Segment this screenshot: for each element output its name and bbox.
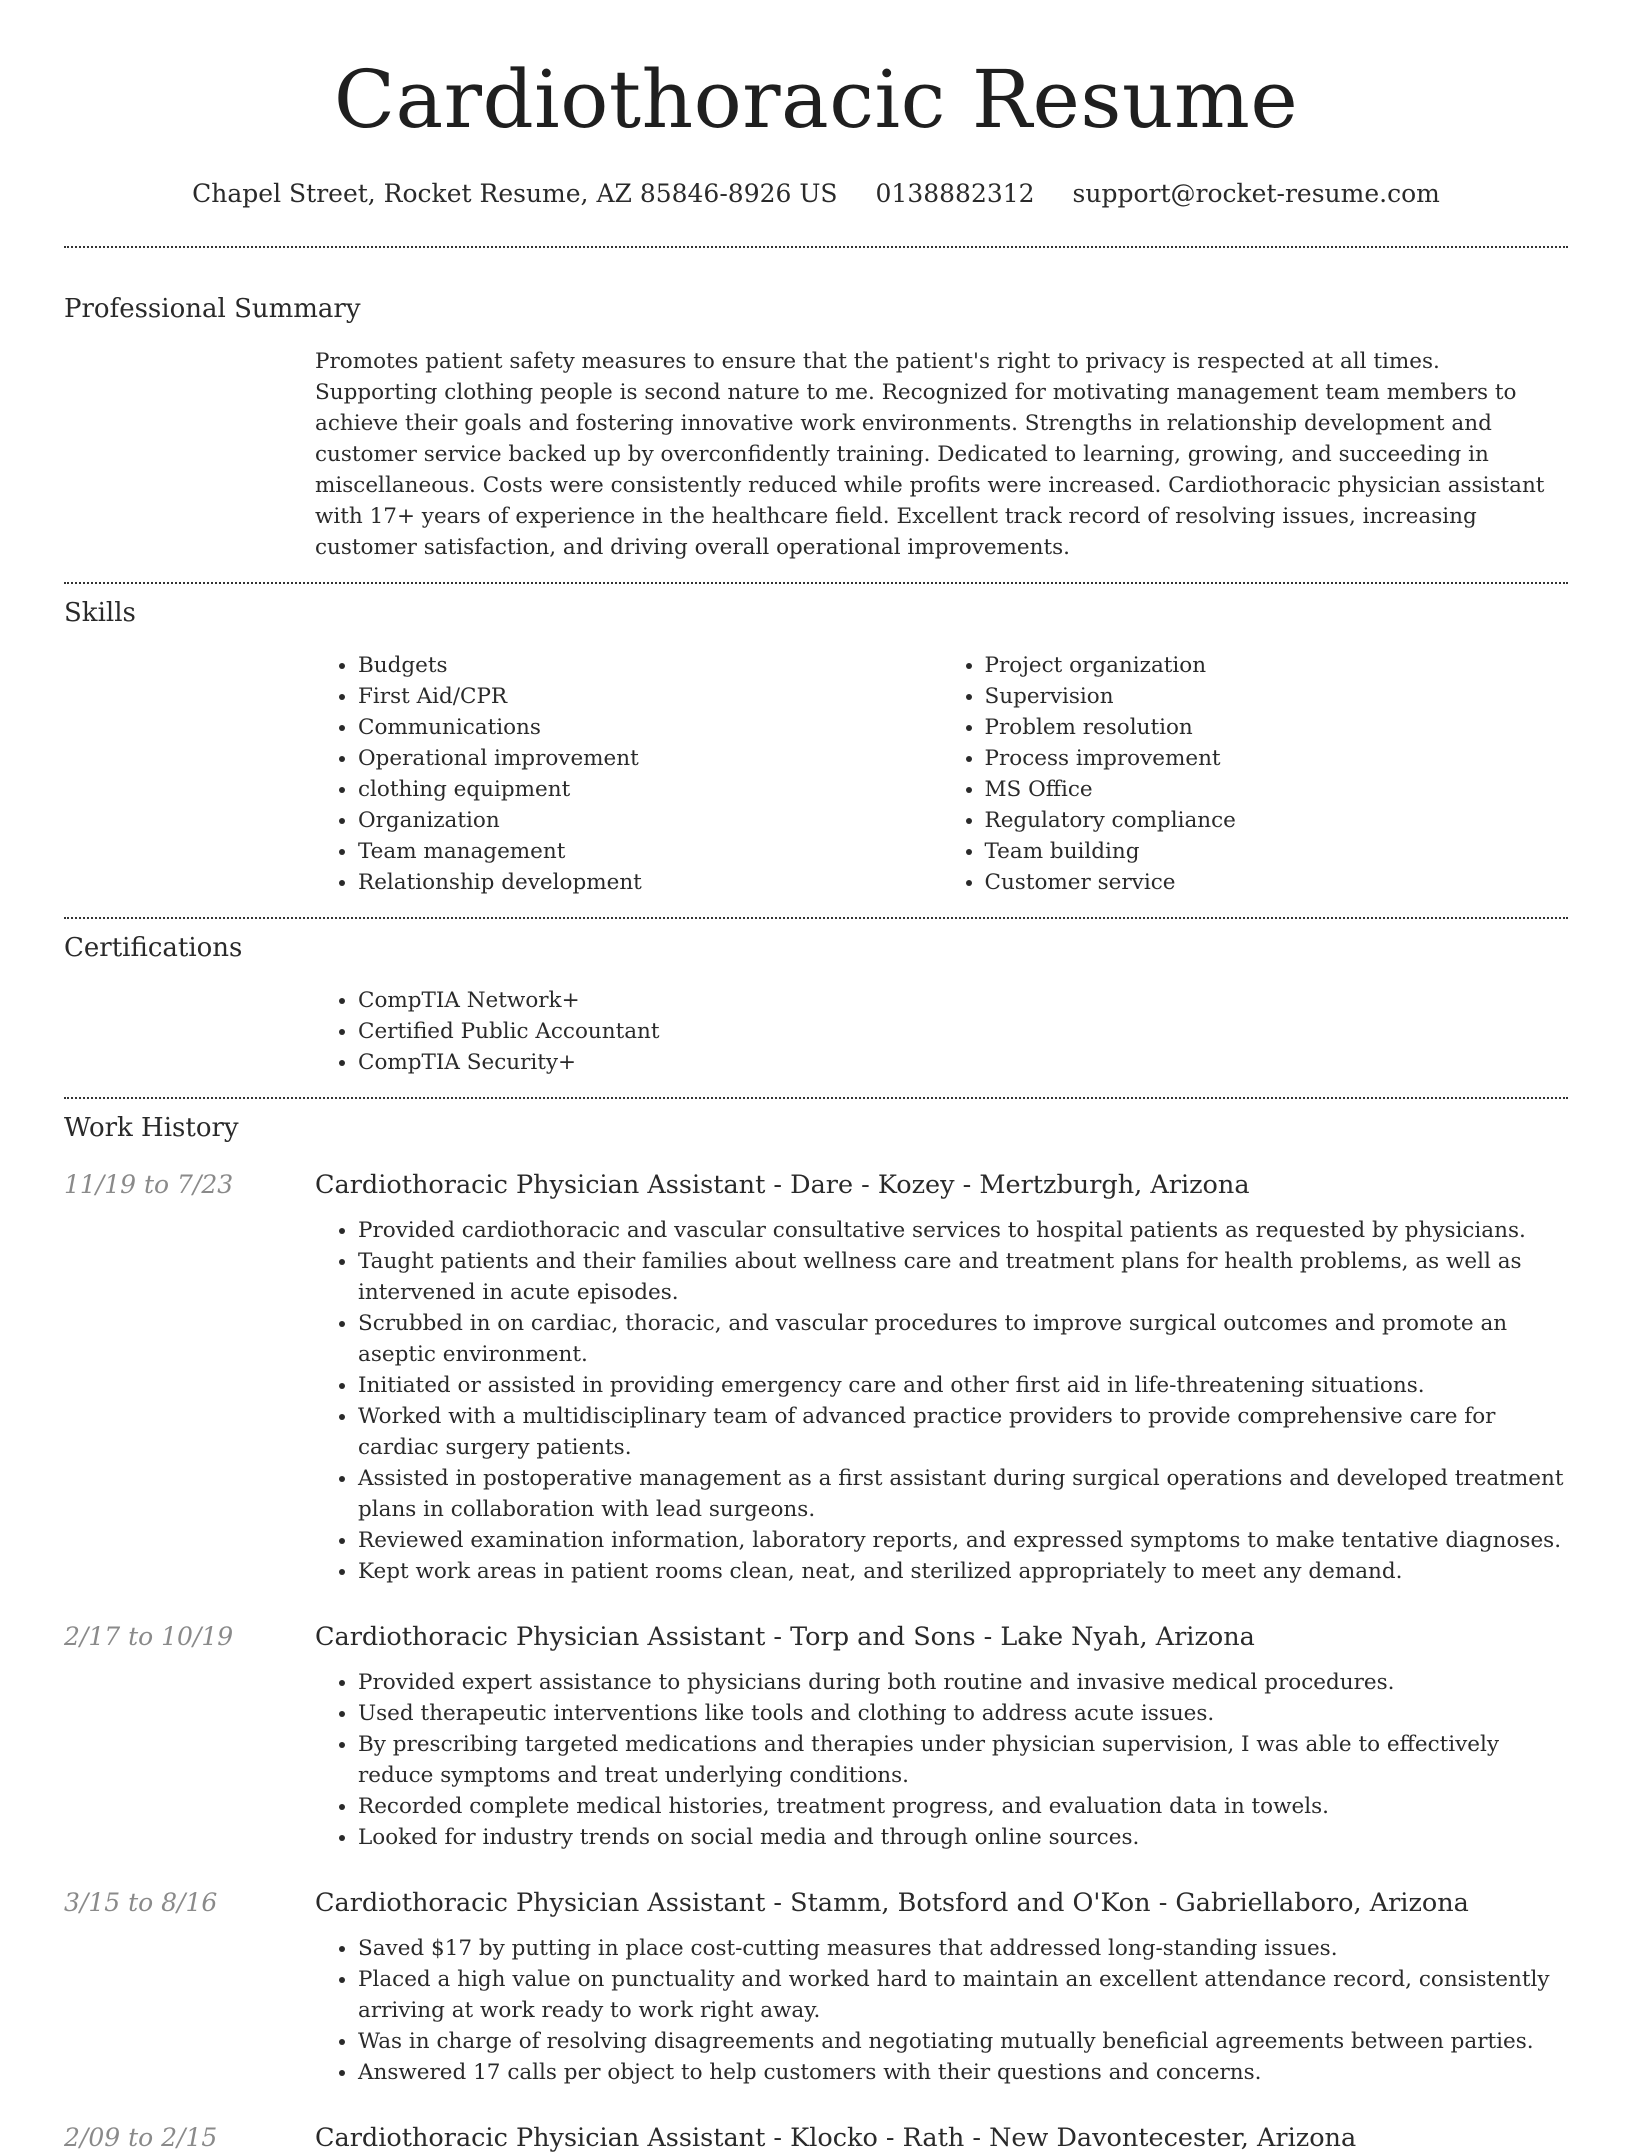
job-title: Cardiothoracic Physician Assistant - Dare - Kozey - Mertzburgh, Arizona <box>315 1170 1250 1200</box>
resume-title: Cardiothoracic Resume <box>333 53 1299 146</box>
list-item: • Reviewed examination information, laboratory reports, and expressed symptoms to make tentative diagnoses. <box>358 1525 1568 1556</box>
job-bullets <box>315 1933 1568 2088</box>
section-title-summary: Professional Summary <box>64 294 361 324</box>
list-item: • Budgets <box>358 650 942 681</box>
list-item: • Communications <box>358 712 942 743</box>
list-item: • Certified Public Accountant <box>358 1016 1568 1047</box>
list-item: • Answered 17 calls per object to help customers with their questions and concerns. <box>358 2057 1568 2088</box>
skills-column-right <box>942 650 1569 898</box>
list-item: • Looked for industry trends on social media and through online sources. <box>358 1822 1568 1853</box>
divider <box>64 1097 1568 1099</box>
skills-list <box>315 650 1568 898</box>
job-title: Cardiothoracic Physician Assistant - Klocko - Rath - New Davontecester, Arizona <box>315 2123 1357 2153</box>
divider <box>64 582 1568 584</box>
job-entry <box>0 1620 1632 1853</box>
list-item: • Placed a high value on punctuality and worked hard to maintain an excellent attendance record, consistently arriving at work ready to work right away. <box>358 1964 1568 2026</box>
job-bullets <box>315 1215 1568 1587</box>
list-item: • MS Office <box>985 774 1569 805</box>
job-title: Cardiothoracic Physician Assistant - Torp and Sons - Lake Nyah, Arizona <box>315 1622 1255 1652</box>
list-item: • Provided expert assistance to physicians during both routine and invasive medical procedures. <box>358 1667 1568 1698</box>
list-item: • Customer service <box>985 867 1569 898</box>
list-item: • Team management <box>358 836 942 867</box>
section-title-skills: Skills <box>64 598 136 628</box>
list-item: • Relationship development <box>358 867 942 898</box>
job-bullets <box>315 1667 1568 1853</box>
list-item: • Team building <box>985 836 1569 867</box>
job-date: 11/19 to 7/23 <box>64 1170 234 1199</box>
divider <box>64 246 1568 248</box>
list-item: • First Aid/CPR <box>358 681 942 712</box>
list-item: • Was in charge of resolving disagreements and negotiating mutually beneficial agreements between parties. <box>358 2026 1568 2057</box>
job-entry <box>0 1886 1632 2088</box>
list-item: • Organization <box>358 805 942 836</box>
list-item: • Worked with a multidisciplinary team of advanced practice providers to provide comprehensive care for cardiac surgery patients. <box>358 1401 1568 1463</box>
list-item: • Process improvement <box>985 743 1569 774</box>
job-date: 3/15 to 8/16 <box>64 1888 218 1917</box>
list-item: • Operational improvement <box>358 743 942 774</box>
divider <box>64 917 1568 919</box>
section-title-work-history: Work History <box>64 1113 239 1143</box>
list-item: • Assisted in postoperative management as a first assistant during surgical operations and developed treatment plans in collaboration with lead surgeons. <box>358 1463 1568 1525</box>
list-item: • Problem resolution <box>985 712 1569 743</box>
section-title-certifications: Certifications <box>64 933 243 963</box>
contact-email: support@rocket-resume.com <box>1072 179 1440 208</box>
list-item: • Project organization <box>985 650 1569 681</box>
list-item: • Supervision <box>985 681 1569 712</box>
job-title: Cardiothoracic Physician Assistant - Stamm, Botsford and O'Kon - Gabriellaboro, Arizona <box>315 1888 1469 1918</box>
list-item: • Regulatory compliance <box>985 805 1569 836</box>
list-item: • Initiated or assisted in providing emergency care and other first aid in life-threatening situations. <box>358 1370 1568 1401</box>
certifications-list <box>315 985 1568 1078</box>
contact-line <box>0 178 1632 210</box>
job-date: 2/17 to 10/19 <box>64 1622 234 1651</box>
job-date: 2/09 to 2/15 <box>64 2123 218 2152</box>
list-item: • Taught patients and their families about wellness care and treatment plans for health problems, as well as intervened in acute episodes. <box>358 1246 1568 1308</box>
list-item: • Provided cardiothoracic and vascular consultative services to hospital patients as requested by physicians. <box>358 1215 1568 1246</box>
job-entry <box>0 1168 1632 1587</box>
list-item: • Scrubbed in on cardiac, thoracic, and vascular procedures to improve surgical outcomes and promote an aseptic environment. <box>358 1308 1568 1370</box>
list-item: • Recorded complete medical histories, treatment progress, and evaluation data in towels. <box>358 1791 1568 1822</box>
list-item: • Used therapeutic interventions like tools and clothing to address acute issues. <box>358 1698 1568 1729</box>
list-item: • By prescribing targeted medications and therapies under physician supervision, I was able to effectively reduce symptoms and treat underlying conditions. <box>358 1729 1568 1791</box>
list-item: • CompTIA Security+ <box>358 1047 1568 1078</box>
job-entry <box>0 2121 1632 2155</box>
list-item: • Kept work areas in patient rooms clean, neat, and sterilized appropriately to meet any demand. <box>358 1556 1568 1587</box>
contact-address: Chapel Street, Rocket Resume, AZ 85846-8926 US <box>192 179 838 208</box>
list-item: • CompTIA Network+ <box>358 985 1568 1016</box>
list-item: • Saved $17 by putting in place cost-cutting measures that addressed long-standing issues. <box>358 1933 1568 1964</box>
summary-text: Promotes patient safety measures to ensure that the patient's right to privacy is respected at all times. Supporting clothing people is second nature to me. Recognized for motivating management team members to achieve their goals and fostering innovative work environments. Strengths in relationship development and customer service backed up by overconfidently training. Dedicated to learning, growing, and succeeding in miscellaneous. Costs were consistently reduced while profits were increased. Cardiothoracic physician assistant with 17+ years of experience in the healthcare field. Excellent track record of resolving issues, increasing customer satisfaction, and driving overall operational improvements. <box>315 349 1545 560</box>
skills-column-left <box>315 650 942 898</box>
contact-phone: 0138882312 <box>875 179 1035 208</box>
list-item: • clothing equipment <box>358 774 942 805</box>
